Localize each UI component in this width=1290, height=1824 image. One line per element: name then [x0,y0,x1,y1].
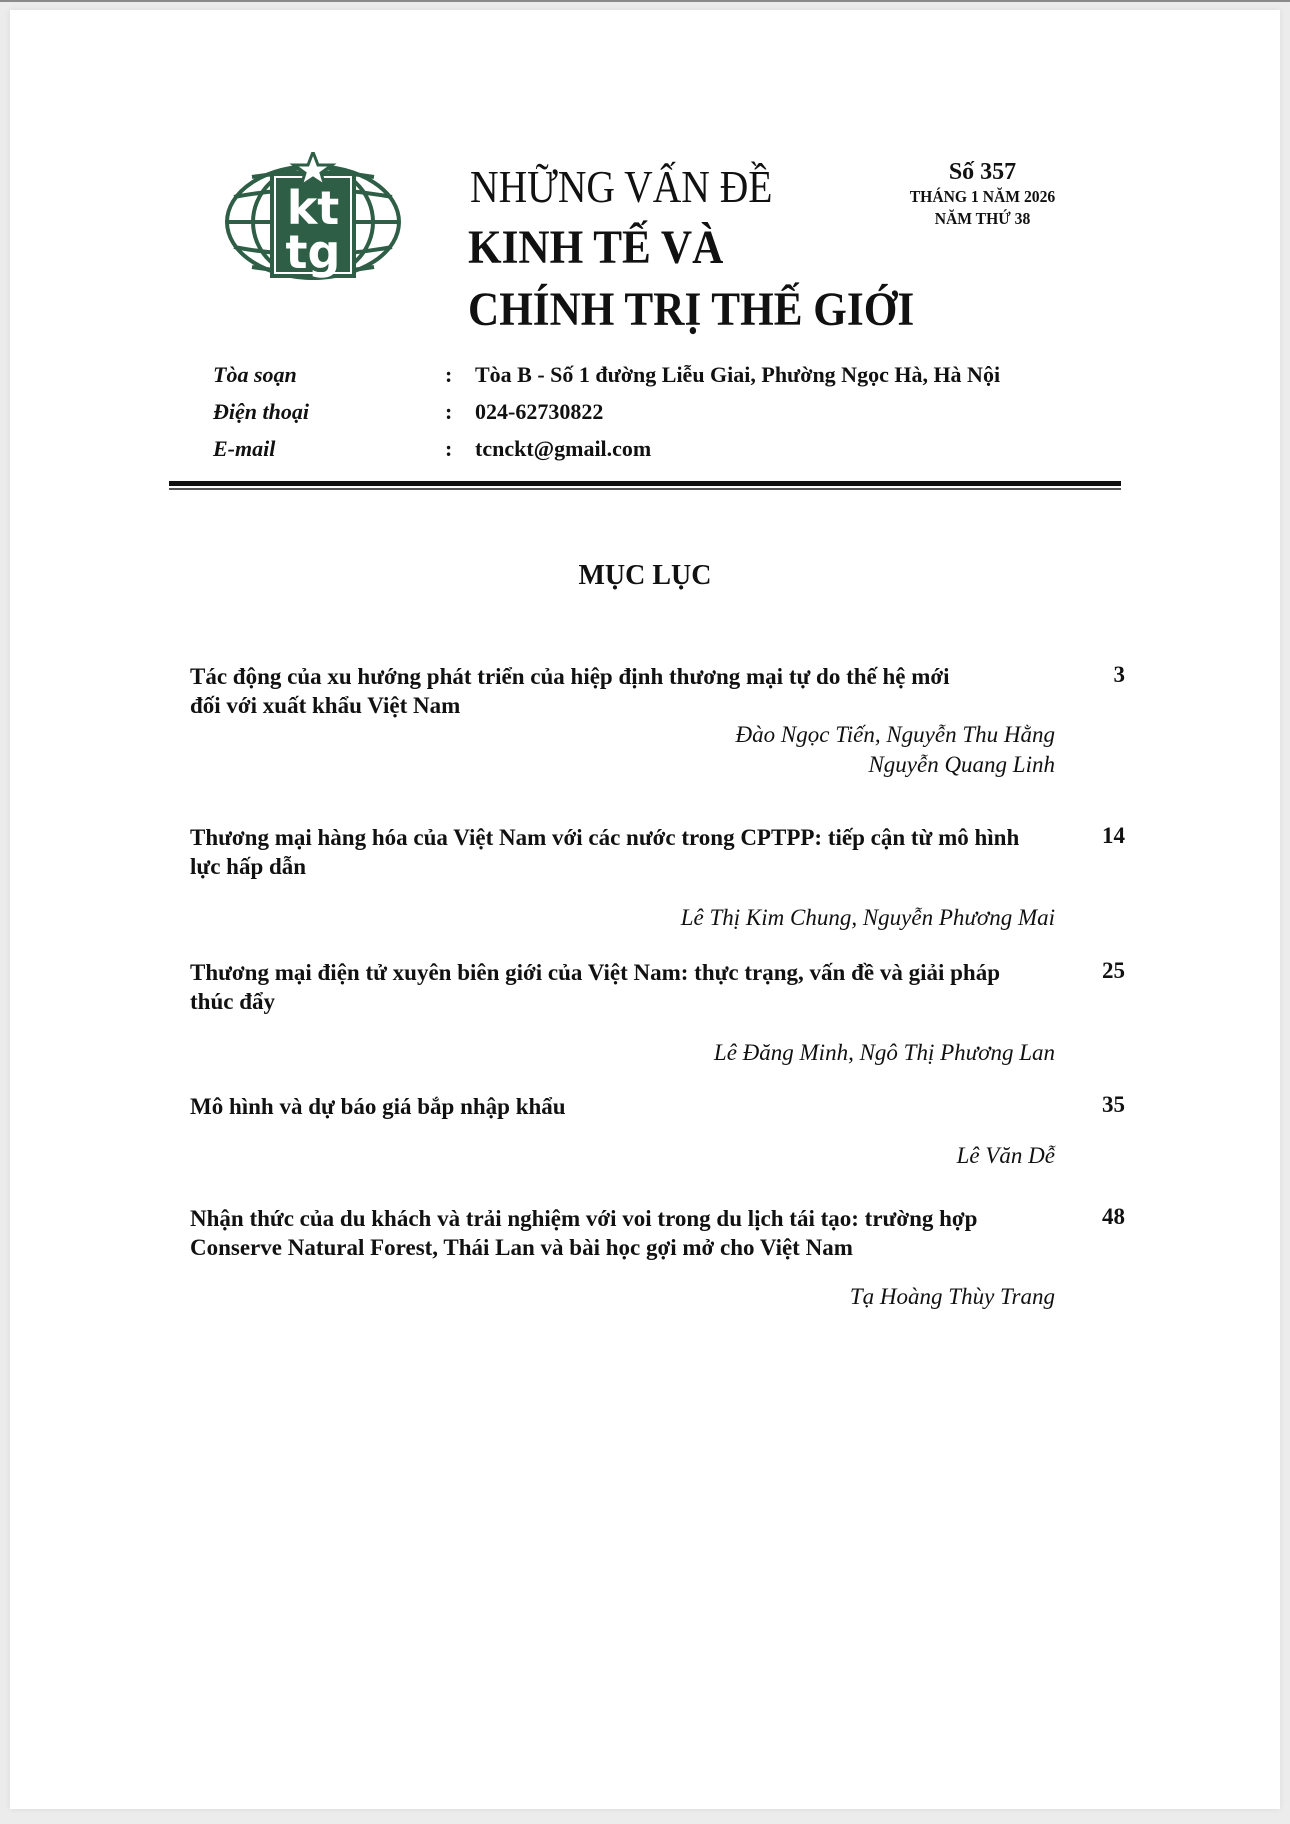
toc-entry-page: 35 [1102,1092,1125,1117]
toc-entry[interactable] [190,1092,1125,1171]
contact-row-email [213,436,1113,473]
toc-entry-authors: Lê Văn Dễ [956,1143,1055,1168]
journal-title-line3: CHÍNH TRỊ THẾ GIỚI [468,283,915,336]
contact-row-phone [213,399,1113,436]
toc-entry-title: Thương mại hàng hóa của Việt Nam với các nước trong CPTPP: tiếp cận từ mô hình lực hấp dẫn [190,825,1020,879]
contact-colon: : [445,436,453,461]
toc-entry-page: 48 [1102,1204,1125,1229]
toc-entry-page: 14 [1102,823,1125,848]
toc-entry[interactable] [190,823,1125,933]
contact-address: Tòa B - Số 1 đường Liễu Giai, Phường Ngọc Hà, Hà Nội [475,362,1001,387]
svg-text:kt: kt [286,181,340,235]
toc-entry-authors: Lê Thị Kim Chung, Nguyễn Phương Mai [680,905,1055,930]
issue-date: THÁNG 1 NĂM 2026 [909,187,1056,206]
journal-title-line1: NHỮNG VẤN ĐỀ [470,161,773,212]
svg-text:tg: tg [285,225,341,279]
contact-colon: : [445,362,453,387]
toc-entry-authors: Lê Đăng Minh, Ngô Thị Phương Lan [713,1040,1055,1065]
contact-info [213,362,1113,473]
contact-label: E-mail [213,436,276,461]
contact-label: Điện thoại [213,399,309,424]
toc-entry-page: 25 [1102,958,1125,983]
toc-entry-authors: Tạ Hoàng Thùy Trang [849,1284,1055,1309]
toc-entry-page: 3 [1113,662,1125,687]
contact-email[interactable]: tcnckt@gmail.com [475,436,652,461]
issue-number: Số 357 [948,159,1017,185]
header-divider [169,481,1121,490]
window-top-edge [0,0,1290,2]
contact-label: Tòa soạn [213,362,297,387]
issue-year: NĂM THỨ 38 [934,209,1031,228]
journal-title-line2: KINH TẾ VÀ [468,221,724,274]
toc-entry[interactable] [190,958,1125,1068]
contact-colon: : [445,399,453,424]
toc-entry-authors: Đào Ngọc Tiến, Nguyễn Thu Hằng Nguyễn Quang Linh [735,722,1055,777]
toc-entry-title: Nhận thức của du khách và trải nghiệm với voi trong du lịch tái tạo: trường hợp Conserve Natural Forest, Thái Lan và bài học gợi mở cho Việt Nam [190,1206,978,1260]
toc-heading: MỤC LỤC [578,560,712,591]
toc-entry-title: Tác động của xu hướng phát triển của hiệp định thương mại tự do thế hệ mới đối với xuất khẩu Việt Nam [190,664,950,718]
toc-entry-title: Mô hình và dự báo giá bắp nhập khẩu [190,1094,566,1119]
issue-info [880,158,1085,230]
toc-entry[interactable] [190,1204,1125,1312]
contact-phone: 024-62730822 [475,399,604,424]
globe-star-logo-icon [222,152,404,284]
journal-logo [222,152,404,284]
toc-entry-title: Thương mại điện tử xuyên biên giới của Việt Nam: thực trạng, vấn đề và giải pháp thúc đẩy [190,960,1000,1014]
contact-row-address [213,362,1113,399]
toc-entry[interactable] [190,662,1125,780]
